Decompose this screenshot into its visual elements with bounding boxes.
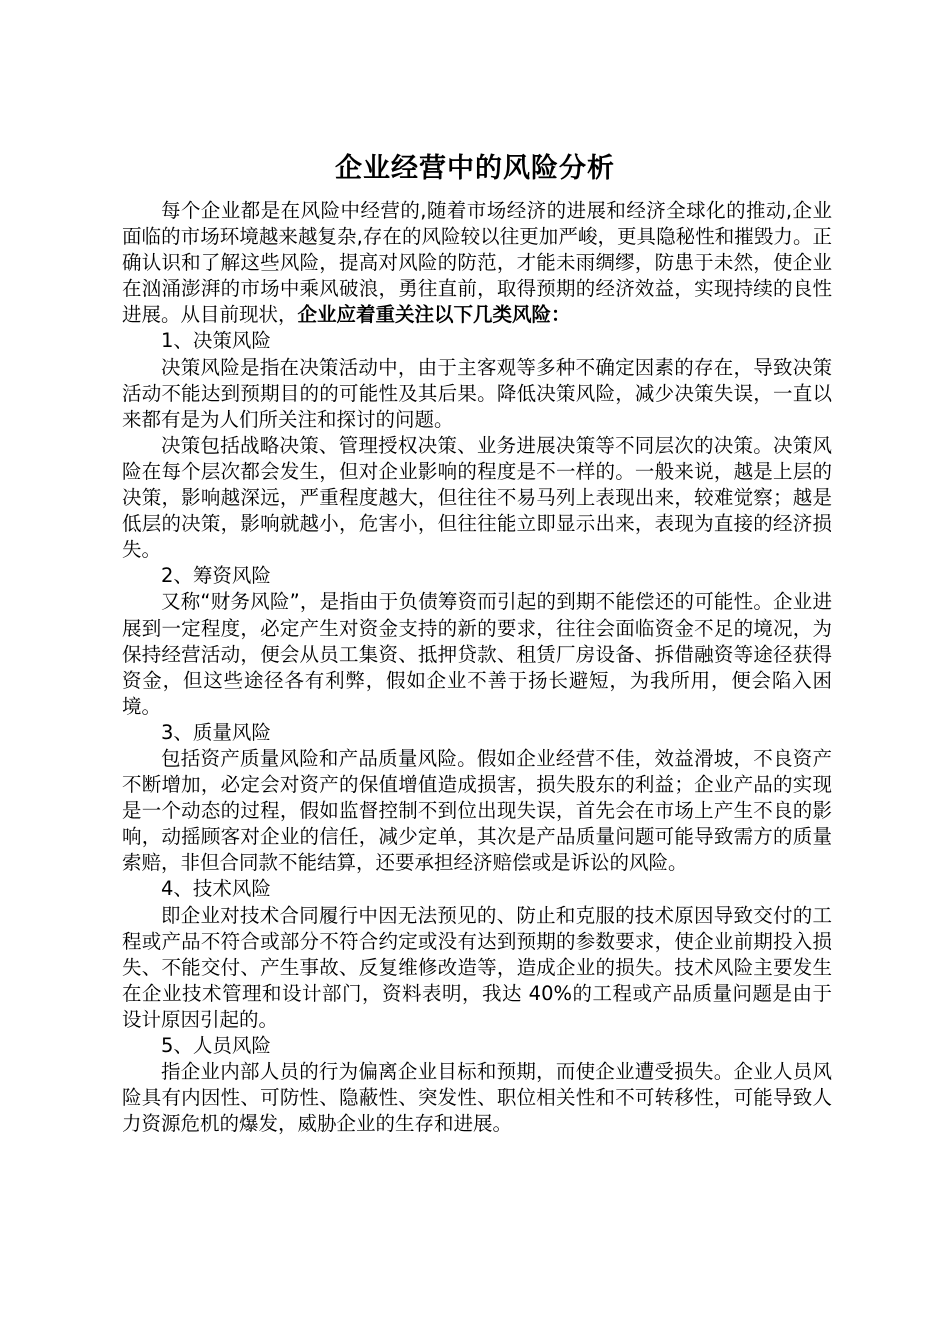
section-paragraph: 即企业对技术合同履行中因无法预见的、防止和克服的技术原因导致交付的工程或产品不符合或部分不符合约定或没有达到预期的参数要求，使企业前期投入损失、不能交付、产生事故、反复维修改造等，造成企业的损失。技术风险主要发生在企业技术管理和设计部门，资料表明，我达 40%的工程或产品质量问题是由于设计原因引起的。 — [122, 903, 832, 1031]
section-heading-quality-risk: 3、质量风险 — [161, 720, 271, 744]
section-heading-personnel-risk: 5、人员风险 — [161, 1034, 271, 1057]
section-paragraph: 指企业内部人员的行为偏离企业目标和预期，而使企业遭受损失。企业人员风险具有内因性、可防性、隐蔽性、突发性、职位相关性和不可转移性，可能导致人力资源危机的爆发，威胁企业的生存和进展。 — [122, 1060, 832, 1136]
intro-emphasis: 企业应着重关注以下几类风险： — [297, 303, 571, 327]
section-paragraph: 又称“财务风险”，是指由于负债筹资而引起的到期不能偿还的可能性。企业进展到一定程度，必定产生对资金支持的新的要求，往往会面临资金不足的境况，为保持经营活动，便会从员工集资、抵押贷款、租赁厂房设备、拆借融资等途径获得资金，但这些途径各有利弊，假如企业不善于扬长避短，为我所用，便会陷入困境。 — [122, 590, 832, 718]
section-paragraph: 决策风险是指在决策活动中，由于主客观等多种不确定因素的存在，导致决策活动不能达到预期目的的可能性及其后果。降低决策风险，减少决策失误，一直以来都有是为人们所关注和探讨的问题。 — [122, 355, 832, 431]
section-heading-technical-risk: 4、技术风险 — [161, 877, 271, 901]
document-body — [122, 198, 832, 1137]
section-paragraph: 决策包括战略决策、管理授权决策、业务进展决策等不同层次的决策。决策风险在每个层次都会发生，但对企业影响的程度是不一样的。一般来说，越是上层的决策，影响越深远，严重程度越大，但往往不易马列上表现出来，较难觉察；越是低层的决策，影响就越小，危害小，但往往能立即显示出来，表现为直接的经济损失。 — [122, 433, 832, 562]
section-heading-decision-risk: 1、决策风险 — [161, 329, 271, 353]
section-paragraph: 包括资产质量风险和产品质量风险。假如企业经营不佳，效益滑坡，不良资产不断增加，必定会对资产的保值增值造成损害，损失股东的利益；企业产品的实现是一个动态的过程，假如监督控制不到位出现失误，首先会在市场上产生不良的影响，动摇顾客对企业的信任，减少定单，其次是产品质量问题可能导致需方的质量索赔，非但合同款不能结算，还要承担经济赔偿或是诉讼的风险。 — [122, 746, 832, 875]
document-title: 企业经营中的风险分析 — [335, 153, 615, 185]
section-heading-financing-risk: 2、筹资风险 — [161, 564, 271, 588]
intro-paragraph — [122, 198, 832, 328]
intro-text: 每个企业都是在风险中经营的,随着市场经济的进展和经济全球化的推动,企业面临的市场环境越来越复杂,存在的风险较以往更加严峻，更具隐秘性和摧毁力。正确认识和了解这些风险，提高对风险的防范，才能未雨绸缪，防患于未然，使企业在汹涌澎湃的市场中乘风破浪，勇往直前，取得预期的经济效益，实现持续的良性进展。从目前现状， — [122, 199, 832, 327]
